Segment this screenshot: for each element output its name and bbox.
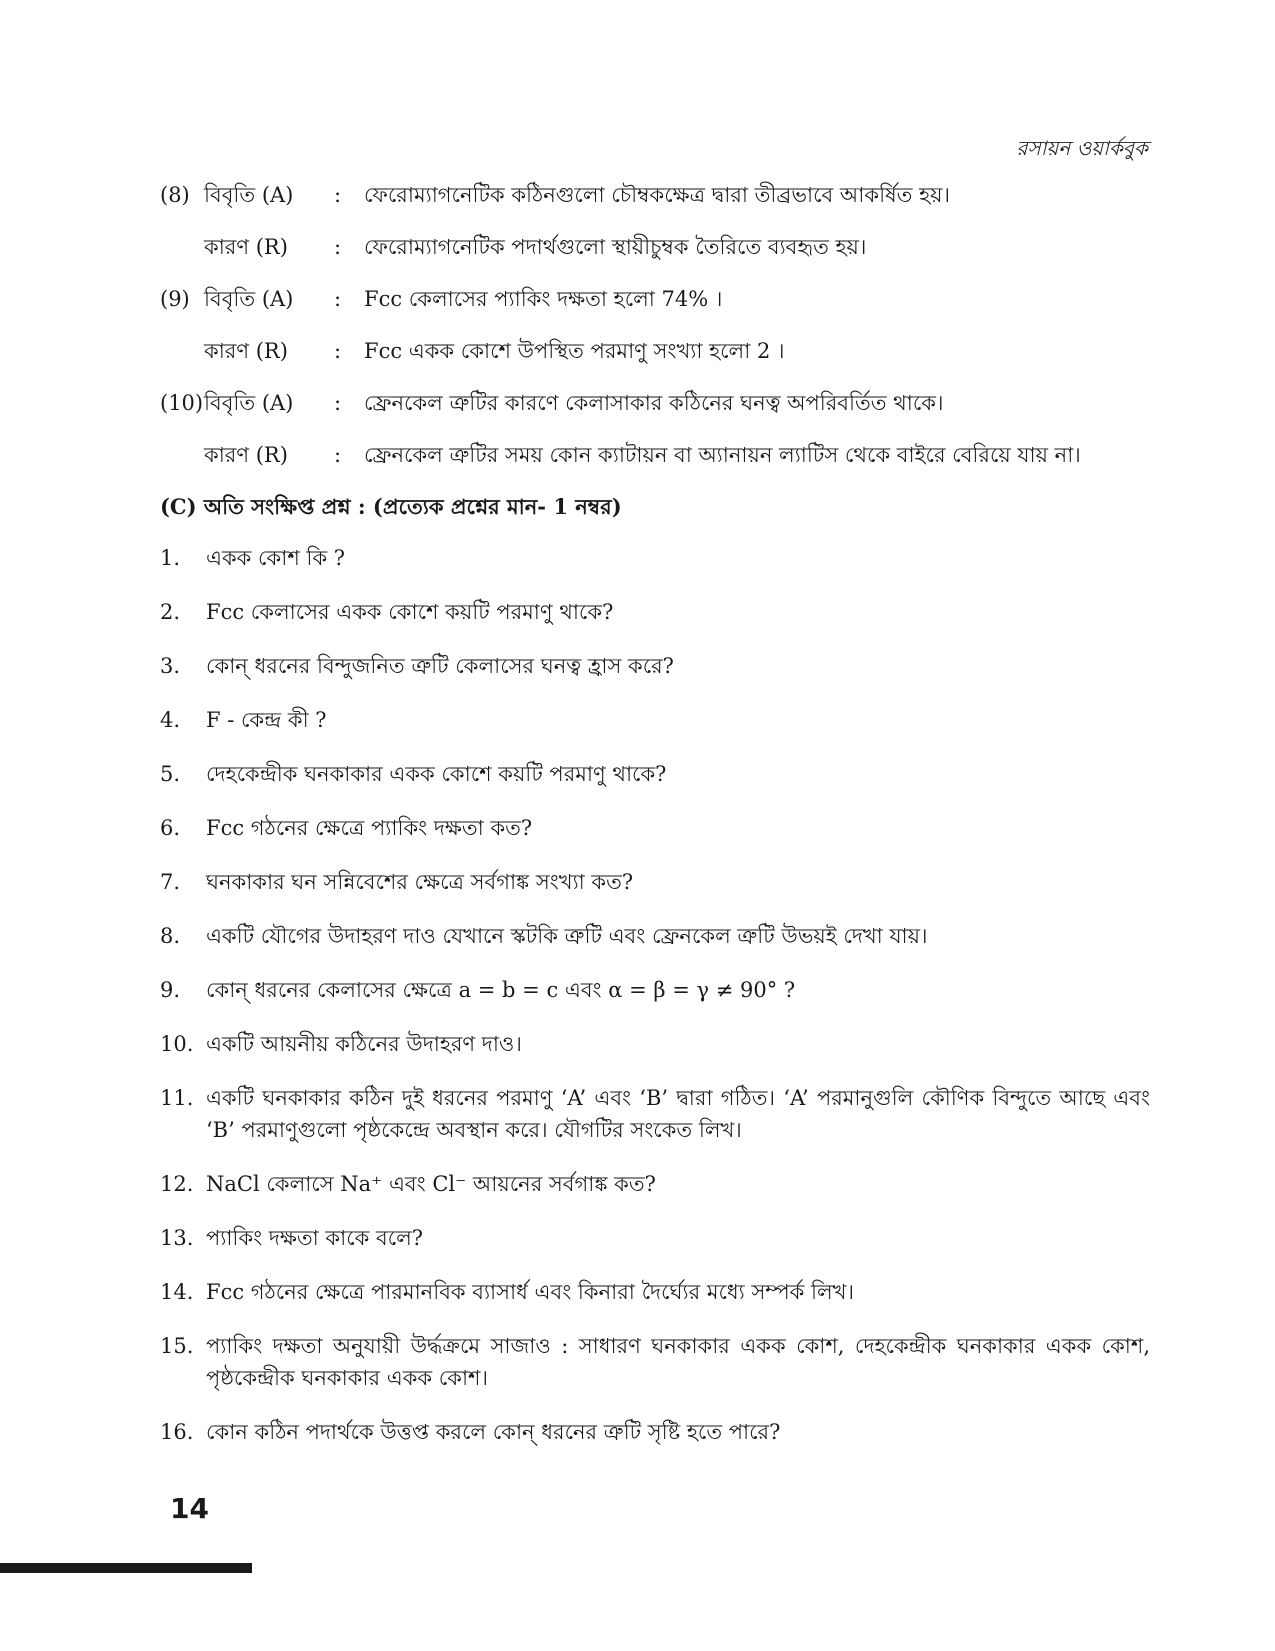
question-text: ঘনকাকার ঘন সন্নিবেশের ক্ষেত্রে সর্বগাঙ্ক সংখ্যা কত? [206, 870, 634, 894]
question-item [160, 596, 1150, 628]
colon: : [334, 235, 342, 259]
question-text: Fcc গঠনের ক্ষেত্রে পারমানবিক ব্যাসার্ধ এবং কিনারা দৈর্ঘ্যের মধ্যে সম্পর্ক লিখ। [206, 1280, 854, 1304]
question-number: 2. [160, 600, 181, 624]
item-number: (10) [160, 391, 204, 415]
reason-row [160, 232, 1150, 284]
question-number: 12. [160, 1172, 194, 1196]
running-header: রসায়ন ওয়ার্কবুক [1016, 136, 1148, 160]
question-number: 7. [160, 870, 181, 894]
reason-label: কারণ (R) [204, 235, 288, 259]
question-item [160, 1330, 1150, 1394]
reason-text: Fcc একক কোশে উপস্থিত পরমাণু সংখ্যা হলো 2 । [364, 339, 785, 363]
question-text: একটি ঘনকাকার কঠিন দুই ধরনের পরমাণু ‘A’ এবং ‘B’ দ্বারা গঠিত। ‘A’ পরমানুগুলি কৌণিক বিন্দুতে আছে এবং ‘B’ পরমাণুগুলো পৃষ্ঠকেন্দ্রে অবস্থান করে। যৌগটির সংকেত লিখ। [206, 1086, 1150, 1142]
colon: : [334, 183, 342, 207]
question-item [160, 1416, 1150, 1448]
assertion-label: বিবৃতি (A) [204, 183, 294, 207]
question-text: কোন কঠিন পদার্থকে উত্তপ্ত করলে কোন্ ধরনের ত্রুটি সৃষ্টি হতে পারে? [206, 1420, 781, 1444]
reason-text: ফ্রেনকেল ত্রুটির সময় কোন ক্যাটায়ন বা অ্যানায়ন ল্যাটিস থেকে বাইরে বেরিয়ে যায় না। [364, 443, 1081, 467]
assertion-row [160, 180, 1150, 232]
question-number: 16. [160, 1420, 194, 1444]
question-number: 11. [160, 1086, 194, 1110]
colon: : [334, 391, 342, 415]
question-number: 8. [160, 924, 181, 948]
question-item [160, 758, 1150, 790]
question-text: দেহকেন্দ্রীক ঘনকাকার একক কোশে কয়টি পরমাণু থাকে? [206, 762, 667, 786]
question-item [160, 1168, 1150, 1200]
assertion-text: ফ্রেনকেল ত্রুটির কারণে কেলাসাকার কঠিনের ঘনত্ব অপরিবর্তিত থাকে। [364, 391, 944, 415]
colon: : [334, 443, 342, 467]
reason-label: কারণ (R) [204, 443, 288, 467]
reason-label: কারণ (R) [204, 339, 288, 363]
section-title: (C) অতি সংক্ষিপ্ত প্রশ্ন : (প্রত্যেক প্রশ্নের মান- 1 নম্বর) [160, 494, 622, 519]
question-item [160, 812, 1150, 844]
colon: : [334, 339, 342, 363]
question-item [160, 650, 1150, 682]
question-text: কোন্ ধরনের কেলাসের ক্ষেত্রে a = b = c এবং α = β = γ ≠ 90° ? [206, 978, 796, 1002]
question-text: একক কোশ কি ? [206, 546, 346, 570]
question-number: 13. [160, 1226, 194, 1250]
question-number: 10. [160, 1032, 194, 1056]
page-number: 14 [170, 1492, 209, 1525]
reason-row [160, 440, 1150, 492]
question-number: 6. [160, 816, 181, 840]
question-text: একটি যৌগের উদাহরণ দাও যেখানে স্কটকি ত্রুটি এবং ফ্রেনকেল ত্রুটি উভয়ই দেখা যায়। [206, 924, 928, 948]
item-number: (9) [160, 287, 190, 311]
page-content [160, 180, 1150, 1470]
question-item [160, 974, 1150, 1006]
question-text: F - কেন্দ্র কী ? [206, 708, 327, 732]
question-text: Fcc কেলাসের একক কোশে কয়টি পরমাণু থাকে? [206, 600, 614, 624]
question-number: 15. [160, 1334, 194, 1358]
question-text: একটি আয়নীয় কঠিনের উদাহরণ দাও। [206, 1032, 522, 1056]
question-text: প্যাকিং দক্ষতা অনুযায়ী উর্দ্ধক্রমে সাজাও : সাধারণ ঘনকাকার একক কোশ, দেহকেন্দ্রীক ঘনকাকার একক কোশ, পৃষ্ঠকেন্দ্রীক ঘনকাকার একক কোশ। [206, 1334, 1150, 1390]
assertion-text: Fcc কেলাসের প্যাকিং দক্ষতা হলো 74% । [364, 287, 723, 311]
question-number: 4. [160, 708, 181, 732]
question-text: কোন্ ধরনের বিন্দুজনিত ত্রুটি কেলাসের ঘনত্ব হ্রাস করে? [206, 654, 674, 678]
question-item [160, 1222, 1150, 1254]
assertion-label: বিবৃতি (A) [204, 391, 294, 415]
reason-text: ফেরোম্যাগনেটিক পদার্থগুলো স্থায়ীচুম্বক তৈরিতে ব্যবহৃত হয়। [364, 235, 867, 259]
assertion-text: ফেরোম্যাগনেটিক কঠিনগুলো চৌম্বকক্ষেত্র দ্বারা তীব্রভাবে আকর্ষিত হয়। [364, 183, 950, 207]
question-text: প্যাকিং দক্ষতা কাকে বলে? [206, 1226, 424, 1250]
assertion-row [160, 388, 1150, 440]
reason-row [160, 336, 1150, 388]
question-item [160, 542, 1150, 574]
question-item [160, 1082, 1150, 1146]
question-item [160, 920, 1150, 952]
item-number: (8) [160, 183, 190, 207]
colon: : [334, 287, 342, 311]
question-number: 1. [160, 546, 181, 570]
question-item [160, 704, 1150, 736]
assertion-label: বিবৃতি (A) [204, 287, 294, 311]
question-text: NaCl কেলাসে Na⁺ এবং Cl⁻ আয়নের সর্বগাঙ্ক কত? [206, 1172, 656, 1196]
question-text: Fcc গঠনের ক্ষেত্রে প্যাকিং দক্ষতা কত? [206, 816, 533, 840]
question-number: 3. [160, 654, 181, 678]
question-item [160, 866, 1150, 898]
question-number: 5. [160, 762, 181, 786]
question-item [160, 1028, 1150, 1060]
question-number: 9. [160, 978, 181, 1002]
footer-bar [0, 1563, 252, 1573]
question-number: 14. [160, 1280, 194, 1304]
question-item [160, 1276, 1150, 1308]
assertion-row [160, 284, 1150, 336]
